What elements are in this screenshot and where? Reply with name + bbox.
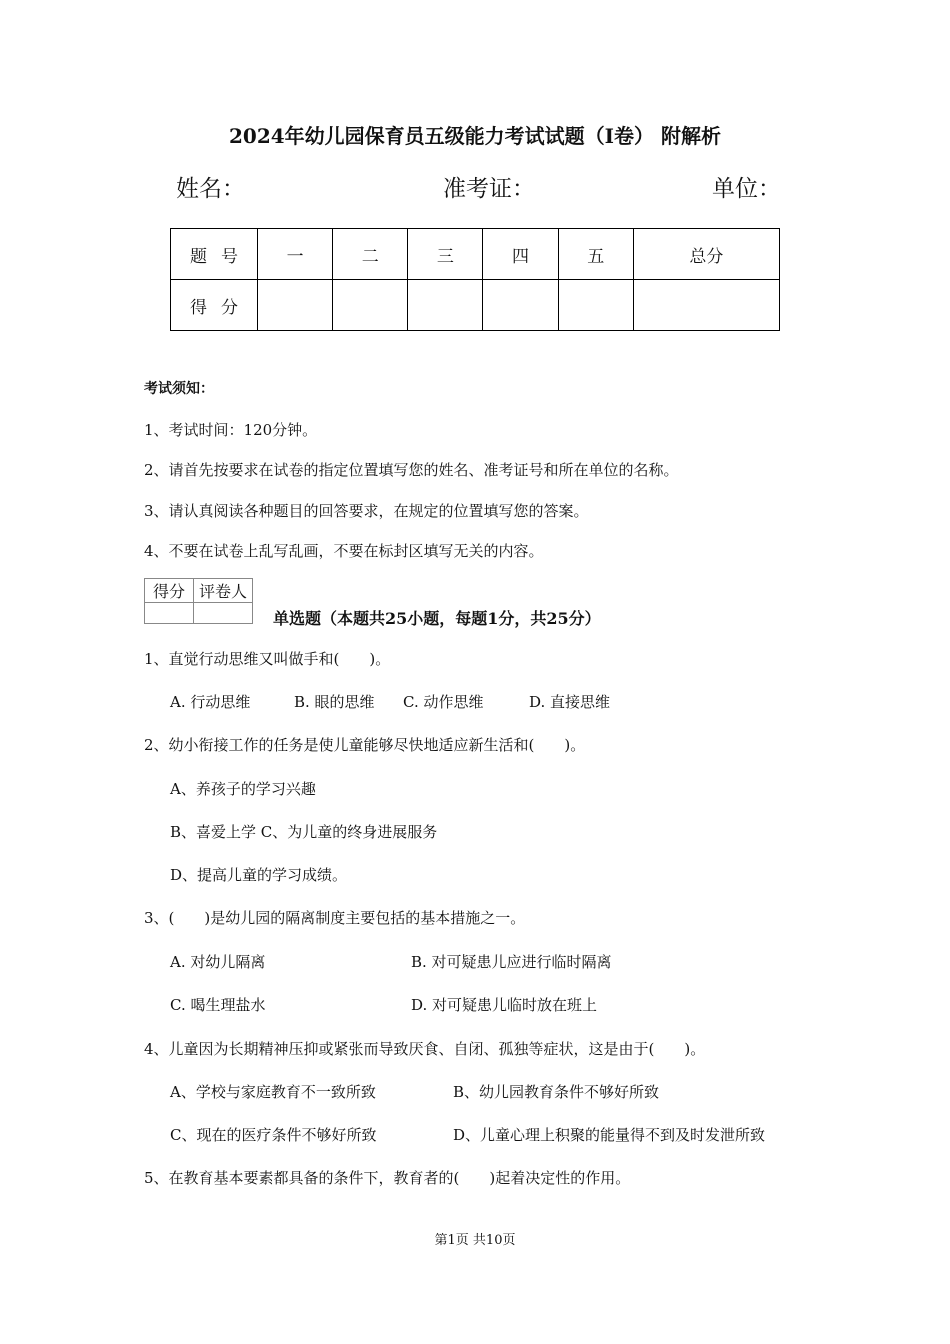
notice-item: 4、不要在试卷上乱写乱画，不要在标封区填写无关的内容。 [144,542,544,560]
score-col-3: 三 [408,229,483,280]
name-field-label: 姓名： [176,176,245,202]
score-table [170,228,780,331]
score-cell-3 [408,280,483,331]
option: B. 眼的思维 [294,693,375,711]
grader-box [144,578,253,624]
option: B、幼儿园教育条件不够好所致 [453,1083,660,1101]
question-stem: 3、( )是幼儿园的隔离制度主要包括的基本措施之一。 [144,909,526,927]
option: D. 对可疑患儿临时放在班上 [411,996,598,1014]
score-cell-2 [333,280,408,331]
question-stem: 4、儿童因为长期精神压抑或紧张而导致厌食、自闭、孤独等症状，这是由于( )。 [144,1040,706,1058]
grader-reviewer-label: 评卷人 [194,579,253,603]
option: A、养孩子的学习兴趣 [170,780,316,798]
page-title: 2024年幼儿园保育员五级能力考试试题（I卷） 附解析 [229,124,721,148]
option: B、喜爱上学 C、为儿童的终身进展服务 [170,823,438,841]
option: D. 直接思维 [529,693,611,711]
question-stem: 1、直觉行动思维又叫做手和( )。 [144,650,391,668]
score-cell-4 [483,280,558,331]
option: C、现在的医疗条件不够好所致 [170,1126,377,1144]
score-cell-1 [258,280,333,331]
score-table-score-row [171,280,780,331]
option: A. 行动思维 [170,693,251,711]
option: A、学校与家庭教育不一致所致 [170,1083,376,1101]
score-col-total: 总分 [633,229,779,280]
score-col-5: 五 [558,229,633,280]
score-cell-5 [558,280,633,331]
score-col-2: 二 [333,229,408,280]
notice-item: 2、请首先按要求在试卷的指定位置填写您的姓名、准考证号和所在单位的名称。 [144,461,679,479]
grader-score-cell [145,603,194,624]
question-stem: 5、在教育基本要素都具备的条件下，教育者的( )起着决定性的作用。 [144,1169,631,1187]
option: B. 对可疑患儿应进行临时隔离 [411,953,612,971]
score-label: 得分 [171,280,258,331]
score-table-header-row [171,229,780,280]
option: C. 动作思维 [403,693,484,711]
option: D、提高儿童的学习成绩。 [170,866,348,884]
option: C. 喝生理盐水 [170,996,266,1014]
score-col-1: 一 [258,229,333,280]
section-title: 单选题（本题共25小题，每题1分，共25分） [273,609,601,628]
exam-number-field-label: 准考证： [443,176,535,202]
notice-item: 3、请认真阅读各种题目的回答要求，在规定的位置填写您的答案。 [144,502,589,520]
option: A. 对幼儿隔离 [170,953,266,971]
option: D、儿童心理上积聚的能量得不到及时发泄所致 [453,1126,766,1144]
page-number: 第1页 共10页 [434,1233,516,1248]
score-cell-total [633,280,779,331]
question-stem: 2、幼小衔接工作的任务是使儿童能够尽快地适应新生活和( )。 [144,736,586,754]
grader-score-label: 得分 [145,579,194,603]
notice-heading: 考试须知： [144,381,214,397]
grader-reviewer-cell [194,603,253,624]
score-col-4: 四 [483,229,558,280]
notice-item: 1、考试时间：120分钟。 [144,421,318,439]
question-number-label: 题号 [171,229,258,280]
unit-field-label: 单位： [712,176,781,202]
